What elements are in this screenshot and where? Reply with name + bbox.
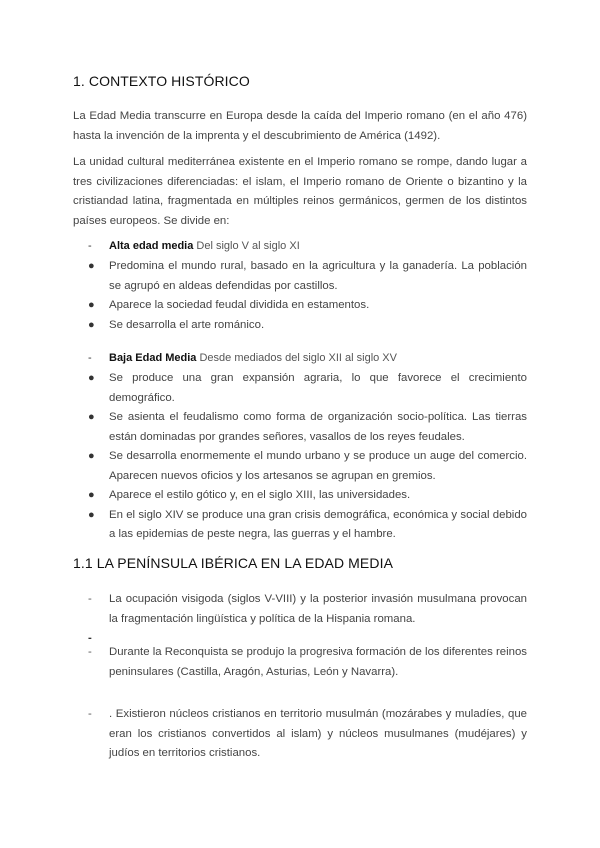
list-item: ● En el siglo XIV se produce una gran crisis demográfica, económica y social debido a las epidemias de peste negra, las guerras y el hambre. xyxy=(88,506,527,545)
peninsula-list xyxy=(88,590,527,629)
dash-marker: - xyxy=(88,593,92,605)
bullet-icon: ● xyxy=(88,411,95,423)
list-item: - . Existieron núcleos cristianos en territorio musulmán (mozárabes y muladíes, que eran los cristianos convertidos al islam) y núcleos musulmanes (mudéjares) y judíos en territorios cristianos. xyxy=(88,705,527,764)
baja-edad-media-label: Baja Edad Media xyxy=(109,352,197,364)
dash-marker: - xyxy=(88,646,92,658)
list-item: ● Se desarrolla el arte románico. xyxy=(88,316,527,336)
list-item: ● Se desarrolla enormemente el mundo urbano y se produce un auge del comercio. Aparecen nuevos oficios y los artesanos se agrupan en gremios. xyxy=(88,447,527,486)
bullet-icon: ● xyxy=(88,299,95,311)
bullet-icon: ● xyxy=(88,260,95,272)
paragraph-intro: La Edad Media transcurre en Europa desde la caída del Imperio romano (en el año 476) hasta la invención de la imprenta y el descubrimiento de América (1492). xyxy=(73,110,527,142)
dash-marker: - xyxy=(88,708,92,720)
list-item: - Durante la Reconquista se produjo la progresiva formación de los diferentes reinos peninsulares (Castilla, Aragón, Asturias, León y Navarra). xyxy=(88,643,527,682)
peninsula-list-nucleos xyxy=(88,705,527,764)
paragraph-unidad-cultural: La unidad cultural mediterránea existente en el Imperio romano se rompe, dando lugar a tres civilizaciones diferenciadas: el islam, el Imperio romano de Oriente o bizantino y la cristiandad latina, fragmentada en múltiples reinos germánicos, germen de los distintos países europeos. Se divide en: xyxy=(73,156,527,227)
alta-edad-media-label: Alta edad media xyxy=(109,240,194,252)
alta-edad-media-list xyxy=(88,257,527,335)
list-item: - La ocupación visigoda (siglos V-VIII) y la posterior invasión musulmana provocan la fragmentación lingüística y política de la Hispania romana. xyxy=(88,590,527,629)
section-heading-peninsula-iberica: 1.1 LA PENÍNSULA IBÉRICA EN LA EDAD MEDIA xyxy=(73,555,394,571)
dash-marker: - xyxy=(88,352,92,364)
list-item: ● Predomina el mundo rural, basado en la agricultura y la ganadería. La población se agrupó en aldeas defendidas por castillos. xyxy=(88,257,527,296)
bullet-icon: ● xyxy=(88,508,95,521)
bullet-icon: ● xyxy=(88,372,95,384)
bullet-icon: ● xyxy=(88,489,95,501)
peninsula-list-reconquista xyxy=(88,643,527,682)
dash-marker: - xyxy=(88,632,92,644)
alta-edad-media-range: Del siglo V al siglo XI xyxy=(196,240,300,252)
bullet-icon: ● xyxy=(88,318,95,331)
baja-edad-media-list xyxy=(88,369,527,545)
list-item: ● Aparece la sociedad feudal dividida en estamentos. xyxy=(88,296,527,316)
dash-marker: - xyxy=(88,240,92,252)
section-heading-contexto: 1. CONTEXTO HISTÓRICO xyxy=(73,73,250,89)
list-item: ● Se produce una gran expansión agraria, lo que favorece el crecimiento demográfico. xyxy=(88,369,527,408)
bullet-icon: ● xyxy=(88,450,95,462)
list-item: ● Se asienta el feudalismo como forma de organización socio-política. Las tierras están dominadas por grandes señores, vasallos de los reyes feudales. xyxy=(88,408,527,447)
baja-edad-media-range: Desde mediados del siglo XII al siglo XV xyxy=(199,352,397,364)
list-item: ● Aparece el estilo gótico y, en el siglo XIII, las universidades. xyxy=(88,486,527,506)
